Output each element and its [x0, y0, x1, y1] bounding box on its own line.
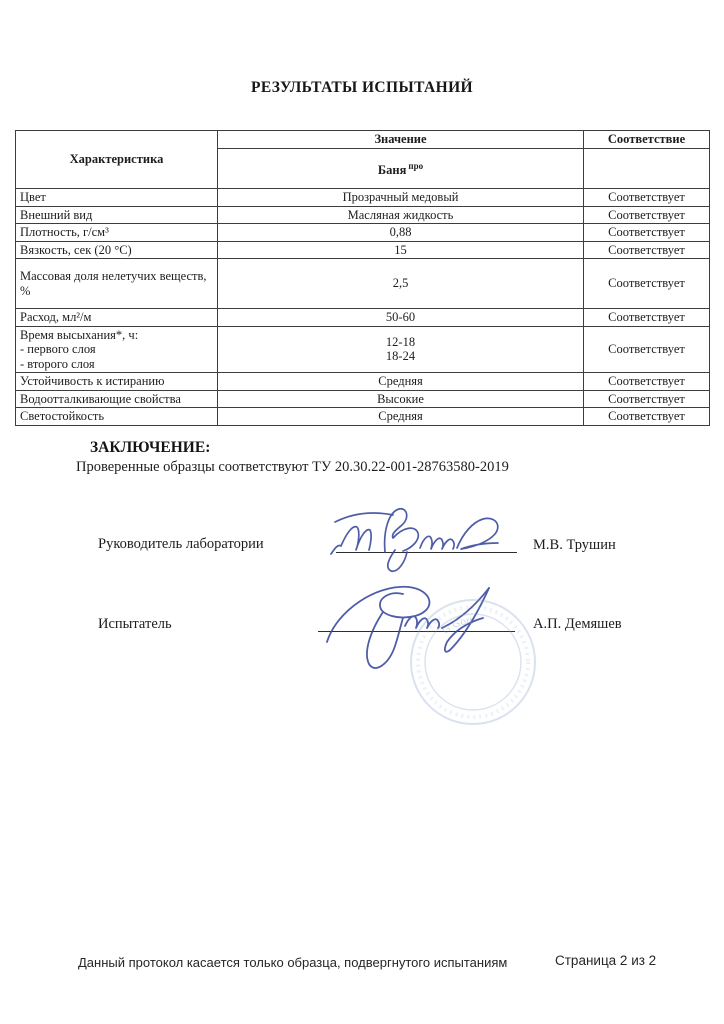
table-row — [16, 326, 710, 373]
value-cell: Масляная жидкость — [218, 206, 584, 224]
table-row — [16, 309, 710, 327]
table-row — [16, 206, 710, 224]
stamp-text: G Gort — [440, 615, 473, 637]
conformity-cell: Соответствует — [584, 241, 710, 259]
header-conformity: Соответствие — [584, 131, 710, 149]
conclusion-heading: ЗАКЛЮЧЕНИЕ: — [90, 439, 211, 456]
characteristic-cell: Водоотталкивающие свойства — [16, 390, 218, 408]
value-cell: Прозрачный медовый — [218, 189, 584, 207]
cell-line: 18-24 — [385, 349, 416, 364]
table-row — [16, 241, 710, 259]
signer-role-tester: Испытатель — [98, 616, 172, 632]
svg-text:G Gort — [440, 616, 473, 637]
characteristic-cell: Расход, мл²/м — [16, 309, 218, 327]
characteristic-cell: Устойчивость к истиранию — [16, 373, 218, 391]
table-header-row — [16, 131, 710, 149]
signer-name-lab-head: М.В. Трушин — [533, 537, 616, 553]
handwritten-signature-icon — [323, 496, 513, 574]
conformity-empty-cell — [584, 149, 710, 189]
conformity-cell: Соответствует — [584, 189, 710, 207]
value-cell: 0,88 — [218, 224, 584, 242]
header-characteristic: Характеристика — [16, 131, 218, 189]
header-product-name — [218, 149, 584, 189]
table-row — [16, 259, 710, 309]
footer-note: Данный протокол касается только образца, подвергнутого испытаниям — [78, 955, 508, 970]
product-name-superscript: про — [408, 161, 424, 172]
value-cell: Высокие — [218, 390, 584, 408]
conclusion-text: Проверенные образцы соответствуют ТУ 20.30.22-001-28763580-2019 — [76, 459, 509, 475]
table-row — [16, 408, 710, 426]
characteristic-cell: Массовая доля нелетучих веществ, % — [16, 259, 218, 309]
signer-name-tester: А.П. Демяшев — [533, 616, 622, 632]
conformity-cell: Соответствует — [584, 259, 710, 309]
value-cell: Средняя — [218, 408, 584, 426]
characteristic-cell — [16, 326, 218, 373]
page-number: Страница 2 из 2 — [555, 953, 657, 968]
page-title: РЕЗУЛЬТАТЫ ИСПЫТАНИЙ — [250, 79, 474, 96]
conformity-cell: Соответствует — [584, 390, 710, 408]
cell-line: 12-18 — [385, 334, 416, 349]
characteristic-cell: Внешний вид — [16, 206, 218, 224]
characteristic-cell: Цвет — [16, 189, 218, 207]
table-row — [16, 189, 710, 207]
value-cell — [218, 326, 584, 373]
characteristic-cell: Вязкость, сек (20 °С) — [16, 241, 218, 259]
cell-line: - второго слоя — [20, 356, 95, 371]
conformity-cell: Соответствует — [584, 408, 710, 426]
cell-line: - первого слоя — [20, 342, 96, 356]
table-row — [16, 224, 710, 242]
header-value: Значение — [218, 131, 584, 149]
value-cell: 15 — [218, 241, 584, 259]
value-cell: 50-60 — [218, 309, 584, 327]
signature-line — [336, 552, 517, 553]
table-row — [16, 373, 710, 391]
conformity-cell: Соответствует — [584, 206, 710, 224]
product-name: Баня — [377, 163, 407, 178]
cell-line: Время высыхания*, ч: — [20, 327, 139, 342]
conformity-cell: Соответствует — [584, 224, 710, 242]
characteristic-cell: Светостойкость — [16, 408, 218, 426]
conformity-cell: Соответствует — [584, 326, 710, 373]
round-stamp-icon — [398, 590, 550, 738]
characteristic-cell: Плотность, г/см³ — [16, 224, 218, 242]
table-row — [16, 390, 710, 408]
value-cell: Средняя — [218, 373, 584, 391]
signer-role-lab-head: Руководитель лаборатории — [98, 536, 264, 552]
value-cell: 2,5 — [218, 259, 584, 309]
conformity-cell: Соответствует — [584, 373, 710, 391]
results-table — [15, 130, 710, 426]
conformity-cell: Соответствует — [584, 309, 710, 327]
